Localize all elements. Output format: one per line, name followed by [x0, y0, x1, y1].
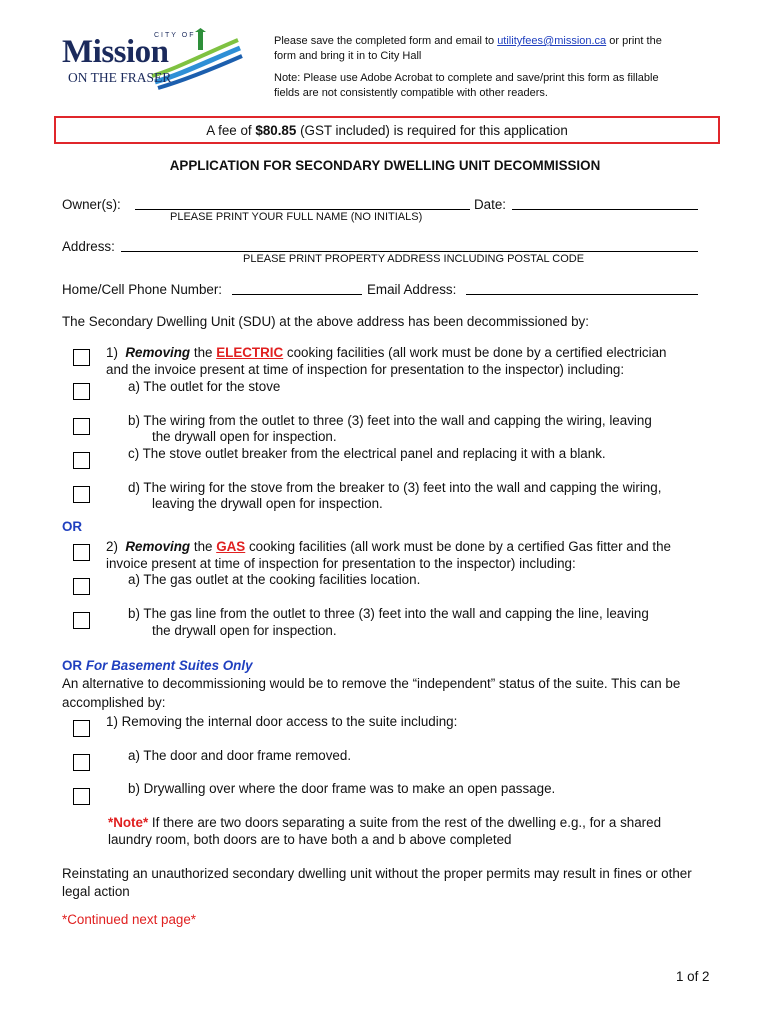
note-label: *Note* — [108, 815, 149, 830]
intro-text: The Secondary Dwelling Unit (SDU) at the above address has been decommissioned by: — [62, 314, 589, 329]
electric-b-line2: the drywall open for inspection. — [152, 429, 337, 444]
gas-num: 2) — [106, 539, 118, 554]
electric-keyword: ELECTRIC — [216, 345, 284, 360]
email-field[interactable] — [466, 294, 698, 295]
reinstate-line2: legal action — [62, 884, 130, 899]
note-line1: If there are two doors separating a suite from the rest of the dwelling e.g., for a shared — [151, 815, 662, 830]
checkbox-gas[interactable] — [73, 544, 90, 561]
basement-alt-line2: accomplished by: — [62, 695, 166, 710]
email-label: Email Address: — [367, 282, 457, 297]
gas-keyword: GAS — [216, 539, 246, 554]
email-link[interactable]: utilityfees@mission.ca — [497, 35, 607, 47]
date-label: Date: — [474, 197, 507, 212]
owners-hint: PLEASE PRINT YOUR FULL NAME (NO INITIALS) — [170, 211, 423, 223]
address-label: Address: — [62, 239, 115, 254]
checkbox-electric-c[interactable] — [73, 452, 90, 469]
header-save-suffix: or print the — [609, 35, 662, 47]
header-save-prefix: Please save the completed form and email to — [274, 35, 495, 47]
electric-removing: Removing — [125, 345, 191, 360]
gas-rest: cooking facilities (all work must be done by a certified Gas fitter and the — [248, 539, 671, 554]
phone-field[interactable] — [232, 294, 362, 295]
basement-or: OR — [62, 658, 83, 673]
checkbox-gas-a[interactable] — [73, 578, 90, 595]
owners-label: Owner(s): — [62, 197, 121, 212]
checkbox-basement-a[interactable] — [73, 754, 90, 771]
electric-d-line2: leaving the drywall open for inspection. — [152, 496, 383, 511]
basement-heading — [62, 657, 253, 674]
header-note-line1: Note: Please use Adobe Acrobat to complete and save/print this form as fillable — [274, 72, 659, 84]
checkbox-electric[interactable] — [73, 349, 90, 366]
gas-line2: invoice present at time of inspection for presentation to the inspector) including: — [106, 556, 576, 571]
logo-tagline: ON THE FRASER — [68, 70, 172, 85]
basement-heading-text: For Basement Suites Only — [85, 658, 253, 673]
fee-amount: $80.85 — [255, 123, 297, 138]
electric-the: the — [193, 345, 213, 360]
basement-note — [108, 814, 708, 848]
reinstate-line1: Reinstating an unauthorized secondary dwelling unit without the proper permits may result in fines or other — [62, 866, 692, 881]
fee-prefix: A fee of — [206, 123, 252, 138]
basement-b: b) Drywalling over where the door frame was to make an open passage. — [128, 781, 556, 796]
gas-item — [106, 538, 706, 572]
basement-alt-line1: An alternative to decommissioning would be to remove the “independent” status of the suite. This can be — [62, 676, 681, 691]
page-number: 1 of 2 — [676, 969, 710, 984]
form-title: APPLICATION FOR SECONDARY DWELLING UNIT DECOMMISSION — [169, 158, 601, 173]
electric-line2: and the invoice present at time of inspection for presentation to the inspector) including: — [106, 362, 625, 377]
electric-c: c) The stove outlet breaker from the electrical panel and replacing it with a blank. — [128, 446, 606, 461]
gas-removing: Removing — [125, 539, 191, 554]
fee-suffix: (GST included) is required for this application — [300, 123, 568, 138]
fee-box — [54, 116, 720, 144]
electric-d-line1: d) The wiring for the stove from the breaker to (3) feet into the wall and capping the wiring, — [128, 480, 662, 495]
phone-label: Home/Cell Phone Number: — [62, 282, 223, 297]
checkbox-electric-a[interactable] — [73, 383, 90, 400]
or-separator: OR — [62, 519, 83, 534]
note-line2: laundry room, both doors are to have both a and b above completed — [108, 832, 512, 847]
logo-city-of: CITY OF — [154, 32, 196, 39]
date-field[interactable] — [512, 209, 698, 210]
gas-the: the — [193, 539, 213, 554]
header-instructions — [274, 34, 694, 101]
gas-b-line2: the drywall open for inspection. — [152, 623, 337, 638]
gas-b-line1: b) The gas line from the outlet to three (3) feet into the wall and capping the line, leaving — [128, 606, 649, 621]
electric-a: a) The outlet for the stove — [128, 379, 281, 394]
checkbox-electric-b[interactable] — [73, 418, 90, 435]
electric-b-line1: b) The wiring from the outlet to three (3) feet into the wall and capping the wiring, leaving — [128, 413, 652, 428]
basement-item1: 1) Removing the internal door access to the suite including: — [106, 714, 458, 729]
basement-a: a) The door and door frame removed. — [128, 748, 352, 763]
header-note-line2: fields are not consistently compatible with other readers. — [274, 87, 548, 99]
gas-a: a) The gas outlet at the cooking facilities location. — [128, 572, 421, 587]
checkbox-basement-b[interactable] — [73, 788, 90, 805]
checkbox-gas-b[interactable] — [73, 612, 90, 629]
header-save-line2: form and bring it in to City Hall — [274, 50, 422, 62]
city-logo — [60, 28, 245, 98]
electric-rest: cooking facilities (all work must be done by a certified electrician — [286, 345, 667, 360]
checkbox-basement-1[interactable] — [73, 720, 90, 737]
checkbox-electric-d[interactable] — [73, 486, 90, 503]
address-hint: PLEASE PRINT PROPERTY ADDRESS INCLUDING POSTAL CODE — [243, 253, 585, 265]
continued-note: *Continued next page* — [62, 912, 197, 927]
electric-num: 1) — [106, 345, 118, 360]
electric-item — [106, 344, 706, 378]
logo-name: Mission — [62, 34, 169, 70]
